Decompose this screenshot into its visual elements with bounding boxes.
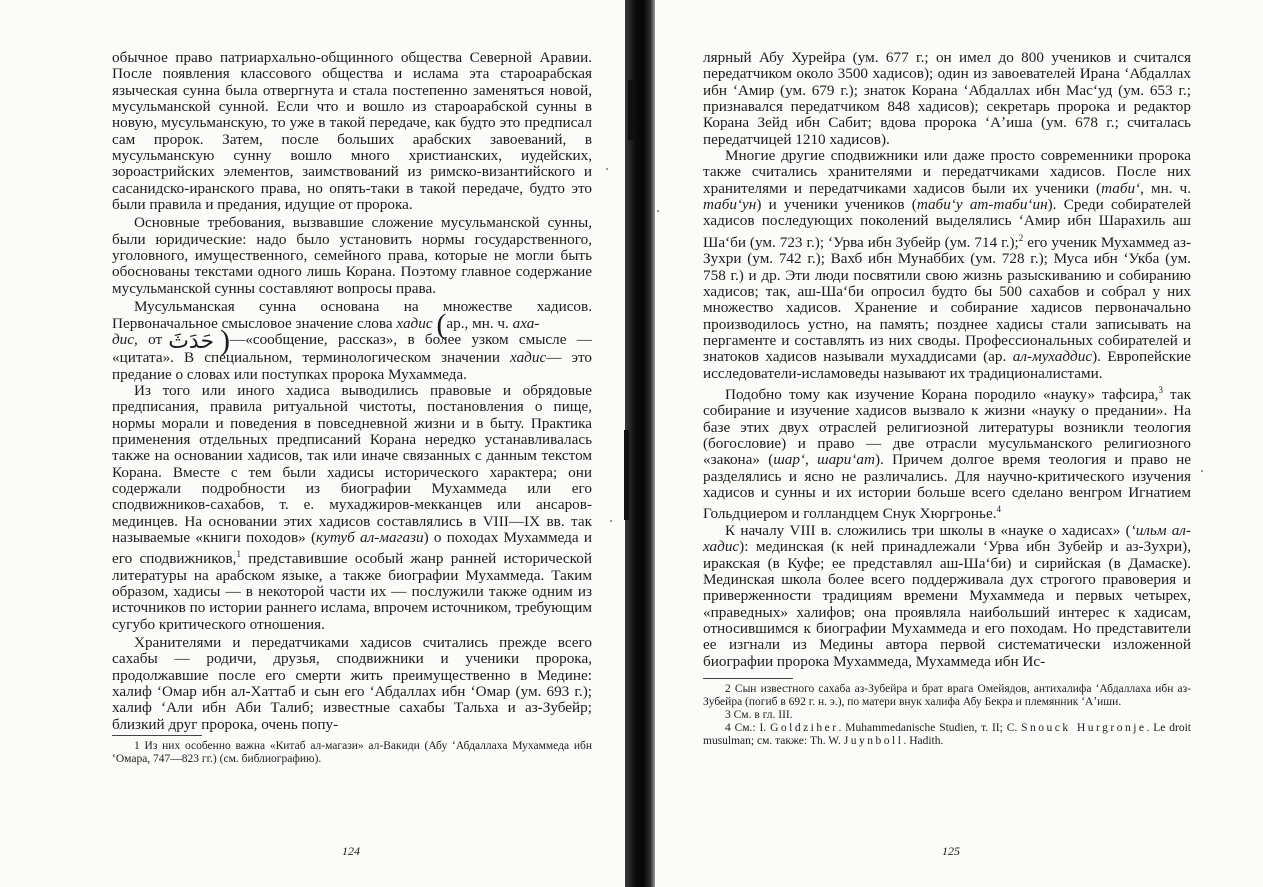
text: так собирание и изучение хадисов вызвало к жизни «науку о предании». На базе этих двух отраслей религиозной литературы возникли теология (богословие) и право — две отрасли мусульманского религиозного «закона» ( bbox=[703, 386, 1191, 469]
footnote-ref: 3 bbox=[1158, 384, 1163, 395]
text: ). Европейские исследователи-исламоведы называют их традиционалистами. bbox=[703, 348, 1191, 382]
text: , bbox=[805, 451, 818, 469]
text: —«сообщение, рассказ», в более узком смысле — «цитата». В специальном, терминологическом значении bbox=[112, 330, 592, 367]
author-name: Juynboll bbox=[843, 734, 904, 747]
term: табиʻун bbox=[703, 196, 757, 214]
page-number: 125 bbox=[942, 844, 960, 858]
paragraph: Хранителями и передатчиками хадисов считались прежде всего сахабы — родичи, друзья, сподвижники и ученики пророка, продолжавшие после его смерти жить преимущественно в Медине: халиф ʻОмар ибн ал-Хаттаб и сын его ʻАбдаллах ибн ʻОмар (ум. 693 г.); халиф ʻАли ибн Аби Талиб; известные сахабы Тальха и аз-Зубейр; близкий друг пророка, очень попу- bbox=[112, 634, 592, 733]
scan-fleck bbox=[610, 520, 612, 522]
term: ал-мухаддис bbox=[1012, 348, 1093, 366]
footnote-2: 2 Сын известного сахаба аз-Зубейра и брат врага Омейядов, антихалифа ʻАбдаллаха ибн аз-Зубейра (погиб в 692 г. н. э.), по матери внук халифа Абу Бекра и племянник ʻАʼиши. bbox=[703, 682, 1191, 708]
text: Подобно тому как изучение Корана породило «науку» тафсира, bbox=[725, 386, 1159, 403]
text: 4 См.: I. bbox=[725, 721, 771, 734]
scan-shadow bbox=[628, 80, 634, 140]
term: шарʻ bbox=[773, 451, 806, 469]
text: ) о походах Мухаммеда и его сподвижников, bbox=[112, 528, 592, 568]
text: ар., мн. ч. bbox=[446, 314, 509, 332]
term-hadith: хадис bbox=[510, 349, 547, 367]
text: К началу VIII в. сложились три школы в «науке о хадисах» ( bbox=[725, 521, 1131, 539]
footnote-1: 1 Из них особенно важна «Китаб ал-магази» ал-Вакиди (Абу ʻАбдаллаха Мухаммеда ибн ʻОмара, 747—823 гг.) (см. библиографию). bbox=[112, 740, 592, 766]
text: Из того или иного хадиса выводились правовые и обрядовые предписания, правила ритуальной чистоты, постановления о пище, нормы морали и поведения в повседневной жизни и в быту. Практика применения отдельных предписаний Корана нередко устанавливалась также на основании хадисов, так или иначе связанных с данным текстом Корана. Вместе с тем были хадисы исторического характера; они содержали подробности из биографии Мухаммеда или его сподвижников-сахабов, т. е. мухаджиров-мекканцев или ансаров-мединцев. На основании этих хадисов составлялись в VIII—IX вв. так называемые «книги походов» ( bbox=[112, 381, 592, 546]
close-paren: ) bbox=[220, 323, 231, 357]
paragraph bbox=[703, 382, 1191, 523]
text: ) и ученики учеников ( bbox=[756, 196, 917, 214]
footnote-ref: 4 bbox=[996, 504, 1002, 515]
left-text-column bbox=[112, 50, 592, 766]
paragraph bbox=[703, 523, 1191, 670]
term: табиʻу ат-табиʻин bbox=[916, 196, 1048, 214]
right-text-column bbox=[703, 50, 1191, 748]
text: , мн. ч. bbox=[1140, 179, 1191, 197]
plural-form-a: аха- bbox=[512, 314, 540, 332]
term: табиʻ bbox=[1101, 179, 1141, 197]
right-page bbox=[655, 0, 1263, 887]
footnote-rule bbox=[112, 735, 202, 736]
paragraph: Основные требования, вызвавшие сложение мусульманской сунны, были юридические: надо было установить нормы государственного, уголовного, имущественного, семейного права, которые не могли быть обоснованы текстами одного лишь Корана. Поэтому главное содержание мусульманской сунны составляют вопросы права. bbox=[112, 214, 592, 297]
text: . Hadith. bbox=[903, 734, 944, 747]
term: кутуб ал-магази bbox=[316, 528, 424, 546]
text: . Muhammedanische Studien, т. II; C. bbox=[838, 721, 1022, 734]
text: ). Среди собирателей хадисов последующих поколений выделялись ʻАмир ибн Шарахиль аш Шаʻби (ум. 723 г.); ʻУрва ибн Зубейр (ум. 714 г.); bbox=[703, 196, 1191, 251]
scan-fleck bbox=[606, 168, 608, 170]
text: от bbox=[148, 330, 163, 348]
scan-shadow bbox=[624, 430, 629, 520]
footnotes bbox=[112, 740, 592, 766]
footnote-3: 3 См. в гл. III. bbox=[725, 708, 793, 721]
text: его ученик Мухаммед аз-Зухри (ум. 742 г.); Вахб ибн Мунаббих (ум. 728 г.); Муса ибн ʻУкба (ум. 758 г.) и др. Эти люди посвятили свою жизнь разыскиванию и собиранию хадисов; так, аш-Шаʻби опросил будто бы 500 сахабов и собрал у них множество хадисов. Хранение и собирание хадисов первоначально производилось устно, на память; позднее хадисы стали записывать на пергаменте и составлять из них своды. Профессиональных собирателей и знатоков хадисов называли мухаддисами (ар. bbox=[703, 233, 1192, 366]
footnotes bbox=[703, 683, 1191, 748]
text: ). Причем долгое время теология и право не разделялись и ясно не различались. Для научно-критического изучения хадисов и сунны и их истории больше всего сделано венгром Игнатием Гольдциером и голландцем Снук Хюргронье. bbox=[703, 451, 1191, 523]
text: Многие другие сподвижники или даже просто современники пророка также считались хранителями и передатчиками хадисов. После них хранителями и передатчиками хадисов были их ученики ( bbox=[703, 147, 1191, 197]
paragraph bbox=[112, 383, 592, 633]
paragraph: обычное право патриархально-общинного общества Северной Аравии. После появления классового общества и ислама эта староарабская языческая сунна была отвергнута и стала постепенно заменяться новой, мусульманской сунной. Если что и вошло из староарабской сунны в новую, мусульманскую, то уже в такой передаче, как будто это предписал сам пророк. Затем, после больших арабских завоеваний, в мусульманскую сунну вошло много христианских, иудейских, зороастрийских элементов, заимствований из римско-византийского и сасанидско-иранского права, но опять-таки в такой передаче, будто это были правила и предания, идущие от пророка. bbox=[112, 49, 592, 214]
text: Мусульманская сунна основана на множестве хадисов. Первоначальное смысловое значение слова bbox=[112, 298, 592, 332]
paragraph: лярный Абу Хурейра (ум. 677 г.; он имел до 800 учеников и считался передатчиком около 3500 хадисов); один из завоевателей Ирана ʻАбдаллах ибн ʻАмир (ум. 679 г.); знаток Корана ʻАбдаллах ибн Масʻуд (ум. 653 г.; признавался передатчиком 848 хадисов); секретарь пророка и редактор Корана Зейд ибн Сабит; вдова пророка ʻАʼиша (ум. 678 г.; считалась передатчицей 1210 хадисов). bbox=[703, 49, 1191, 148]
text: представившие особый жанр ранней исторической литературы на арабском языке, а также биографии Мухаммеда. Таким образом, хадисы — в некоторой части их — послужили также одним из источников по истории раннего ислама, впрочем источником, требующим сугубо критического отношения. bbox=[112, 550, 592, 633]
left-page bbox=[0, 0, 625, 887]
author-name: Snouck Hurgronje bbox=[1021, 721, 1147, 734]
footnote-4 bbox=[703, 722, 1191, 748]
term: ʻильм ал-хадис bbox=[703, 521, 1191, 556]
author-name: Goldziher bbox=[770, 721, 839, 734]
footnote-ref: 1 bbox=[236, 549, 241, 560]
term-hadith: хадис bbox=[396, 314, 433, 332]
footnote-ref: 2 bbox=[1018, 232, 1024, 243]
scan-fleck bbox=[1201, 470, 1203, 472]
page-number: 124 bbox=[342, 844, 360, 858]
plural-form-b: дис, bbox=[112, 330, 138, 348]
text: . Le droit musulman; см. также: Th. W. bbox=[703, 721, 1191, 747]
scan-fleck bbox=[657, 210, 659, 212]
text: ): мединская (к ней принадлежали ʻУрва ибн Зубейр и аз-Зухри), иракская (в Куфе; ее представлял аш-Шаʻби) и сирийская (в Дамаске). Мединская школа более всего поддерживала дух строгого правоверия и приверженности традициям времени Мухаммеда и первых четырех, «праведных» халифов; она проявляла наибольший интерес к хадисам, относившимся к биографии Мухаммеда и его походам. Но представители ее изгнали из Медины автора первой систематически изложенной биографии пророка Мухаммеда, Мухаммеда ибн Ис- bbox=[703, 538, 1191, 670]
open-paren: ( bbox=[436, 307, 447, 341]
arabic-word: حَدَثَ bbox=[168, 328, 215, 354]
text: — это предание о словах или поступках пророка Мухаммеда. bbox=[112, 349, 592, 383]
term: шариʻат bbox=[817, 451, 875, 469]
paragraph bbox=[703, 148, 1191, 382]
footnote-rule bbox=[703, 678, 793, 679]
